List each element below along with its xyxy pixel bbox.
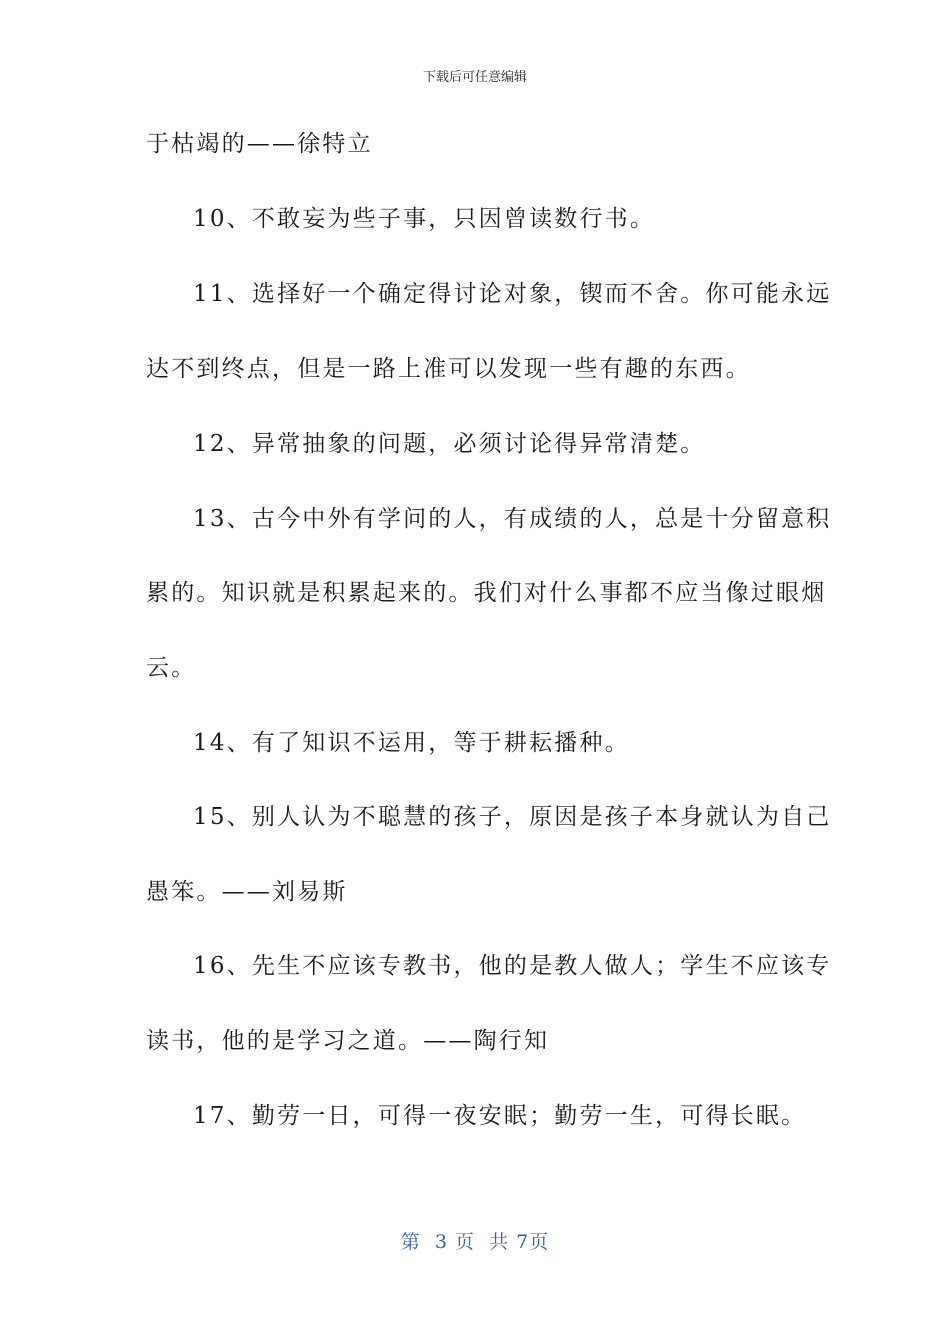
text-line: 于枯竭的——徐特立 bbox=[146, 131, 373, 157]
text-line: 10、不敢妄为些子事，只因曾读数行书。 bbox=[193, 206, 656, 232]
page-header: 下载后可任意编辑 bbox=[422, 70, 527, 85]
text-line: 累的。知识就是积累起来的。我们对什么事都不应当像过眼烟 bbox=[146, 580, 827, 606]
text-line: 读书，他的是学习之道。——陶行知 bbox=[146, 1028, 550, 1054]
text-line: 13、古今中外有学问的人，有成绩的人，总是十分留意积 bbox=[193, 506, 832, 532]
text-line: 11、选择好一个确定得讨论对象，锲而不舍。你可能永远 bbox=[193, 281, 832, 307]
page-number-footer: 第 3 页 共 7页 bbox=[400, 1231, 550, 1253]
text-line: 云。 bbox=[146, 655, 197, 681]
text-line: 愚笨。——刘易斯 bbox=[146, 879, 348, 905]
text-line: 达不到终点，但是一路上准可以发现一些有趣的东西。 bbox=[146, 356, 751, 382]
text-line: 16、先生不应该专教书，他的是教人做人；学生不应该专 bbox=[193, 953, 832, 979]
text-line: 14、有了知识不运用，等于耕耘播种。 bbox=[193, 730, 630, 756]
text-line: 17、勤劳一日，可得一夜安眠；勤劳一生，可得长眠。 bbox=[193, 1103, 807, 1129]
text-line: 15、别人认为不聪慧的孩子，原因是孩子本身就认为自己 bbox=[193, 804, 832, 830]
text-line: 12、异常抽象的问题，必须讨论得异常清楚。 bbox=[193, 431, 706, 457]
